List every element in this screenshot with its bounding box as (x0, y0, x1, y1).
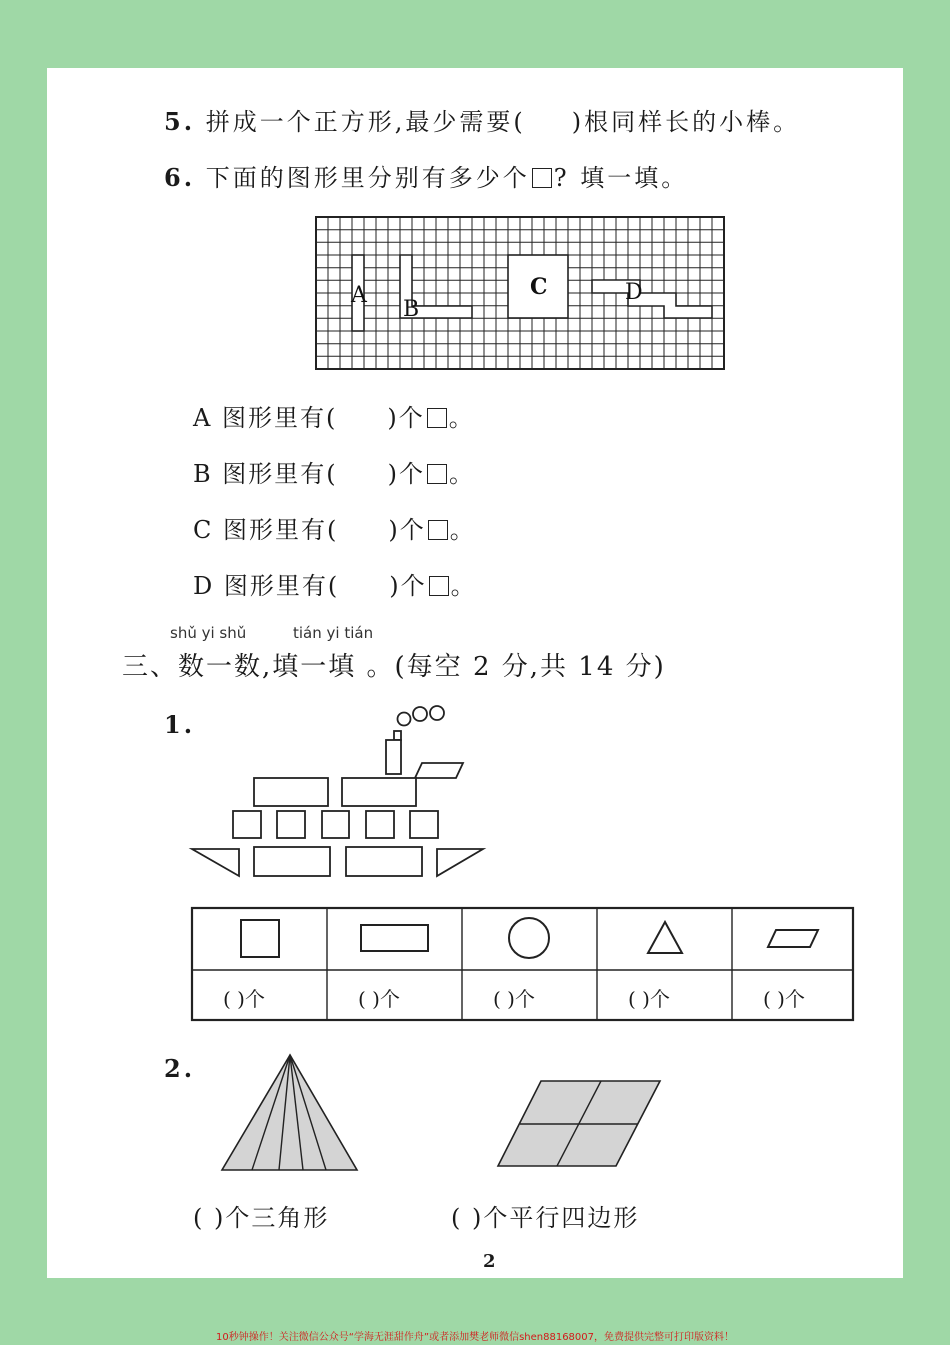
question-5-text-before: 拼成一个正方形,最少需要( (205, 108, 526, 136)
upper-deck-left (254, 778, 328, 806)
parallelogram-grid-figure (495, 1078, 663, 1170)
square-icon (241, 920, 279, 957)
square-symbol-icon (532, 168, 552, 188)
window-square (322, 811, 349, 838)
label-d: D (625, 280, 643, 305)
answer-row-b (193, 454, 475, 489)
page-number: 2 (483, 1251, 496, 1272)
label-a: A (351, 283, 367, 308)
answer-row-a (193, 398, 475, 433)
question-6-text-end: ? 填一填。 (553, 164, 689, 192)
answer-letter: D (193, 572, 215, 600)
smoke-circle (430, 706, 444, 720)
answer-letter: A (193, 404, 213, 432)
ship-figure (187, 704, 497, 884)
section-3-title: 三、数一数,填一填 。(每空 2 分,共 14 分) (122, 652, 666, 682)
upper-deck-right (342, 778, 416, 806)
window-square (410, 811, 438, 838)
question-6-text: 下面的图形里分别有多少个 (205, 164, 530, 192)
answer-suffix: )个 (389, 572, 427, 600)
parallelogram-count-answer[interactable]: ( )个平行四边形 (451, 1204, 640, 1232)
label-b: B (403, 297, 420, 322)
pinyin-shu-yi-shu: shǔ yi shǔ (170, 624, 247, 642)
answer-text: 图形里有( (223, 516, 339, 544)
period: 。 (449, 460, 476, 488)
count-answer-square[interactable]: ( )个 (223, 987, 265, 1011)
answer-row-c (193, 510, 476, 545)
window-square (277, 811, 305, 838)
chimney-top (394, 731, 401, 740)
rectangle-icon (361, 925, 428, 951)
hull-right (346, 847, 422, 876)
circle-icon (509, 918, 549, 958)
label-c: C (530, 274, 548, 300)
answer-letter: B (193, 460, 213, 488)
window-square (233, 811, 261, 838)
period: 。 (450, 572, 477, 600)
problem-2-number: 2. (164, 1054, 196, 1083)
parallelogram-icon (768, 930, 818, 947)
worksheet-page (47, 68, 903, 1278)
count-answer-rectangle[interactable]: ( )个 (358, 987, 400, 1011)
answer-text: 图形里有( (221, 404, 338, 432)
count-answer-triangle[interactable]: ( )个 (628, 987, 670, 1011)
smoke-circle (413, 707, 427, 721)
square-symbol-icon (428, 520, 448, 540)
pinyin-tian-yi-tian: tián yi tián (293, 624, 374, 642)
answer-suffix: )个 (388, 516, 426, 544)
smoke-circle (398, 713, 411, 726)
flag-parallelogram (415, 763, 463, 778)
period: 。 (449, 516, 476, 544)
answer-row-d (193, 566, 477, 601)
pyramid-triangles-figure (217, 1052, 362, 1174)
answer-suffix: )个 (387, 460, 426, 488)
square-symbol-icon (427, 464, 447, 484)
square-symbol-icon (427, 408, 447, 428)
window-square (366, 811, 394, 838)
count-answer-parallelogram[interactable]: ( )个 (763, 987, 805, 1011)
grid-figure (313, 214, 743, 374)
hull-left (254, 847, 330, 876)
bow-triangle (192, 849, 239, 876)
question-5 (164, 102, 800, 137)
answer-letter: C (193, 516, 214, 544)
triangle-count-answer[interactable]: ( )个三角形 (193, 1204, 330, 1232)
question-5-text-after: )根同样长的小棒。 (571, 108, 801, 136)
question-5-number: 5. (164, 107, 196, 136)
answer-text: 图形里有( (222, 460, 338, 488)
problem-1-number: 1. (164, 710, 196, 739)
answer-text: 图形里有( (223, 572, 340, 600)
question-6 (164, 158, 688, 193)
answer-suffix: )个 (387, 404, 425, 432)
period: 。 (448, 404, 475, 432)
footer-note: 10秒钟操作！关注微信公众号“学海无涯甜作舟”或者添加樊老师微信shen88168007，免费提供完整可打印版资料！ (215, 1332, 735, 1343)
chimney (386, 740, 401, 774)
count-answer-circle[interactable]: ( )个 (493, 987, 535, 1011)
stern-triangle (437, 849, 483, 876)
square-symbol-icon (429, 576, 449, 596)
question-6-number: 6. (164, 163, 196, 192)
